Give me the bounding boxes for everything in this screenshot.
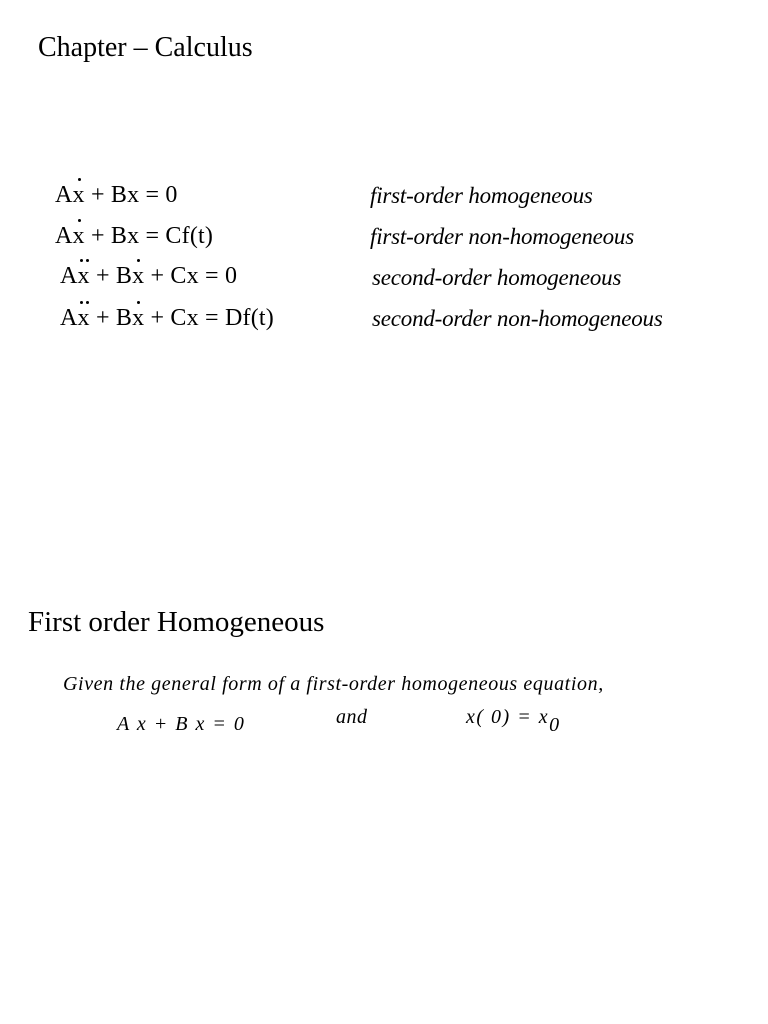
equation-middle: + B bbox=[89, 305, 133, 331]
x-dot-symbol: x bbox=[132, 263, 145, 289]
initial-condition-text: x( 0) = x bbox=[466, 706, 550, 728]
equation-middle: + B bbox=[89, 263, 133, 289]
equation-remainder: + Bx = 0 bbox=[84, 182, 178, 208]
general-form-equation: A x + B x = 0 bbox=[117, 713, 246, 735]
connector-text: and bbox=[336, 706, 368, 728]
intro-text: Given the general form of a first-order homogeneous equation, bbox=[63, 673, 604, 695]
equation-description: first-order homogeneous bbox=[370, 183, 593, 208]
equation-remainder: + Cx = Df(t) bbox=[144, 305, 274, 331]
equation-coefficient: A bbox=[55, 223, 73, 249]
x-dot-symbol: x bbox=[72, 182, 85, 208]
initial-condition bbox=[466, 704, 561, 736]
equation-coefficient: A bbox=[55, 182, 73, 208]
equation-first-order-non-homogeneous bbox=[55, 222, 213, 250]
x-dot-symbol: x bbox=[72, 223, 85, 249]
x-double-dot-symbol: x bbox=[77, 305, 90, 331]
x-dot-symbol: x bbox=[132, 305, 145, 331]
equation-second-order-non-homogeneous bbox=[60, 304, 274, 332]
equation-description: second-order homogeneous bbox=[372, 265, 622, 290]
equation-coefficient: A bbox=[60, 263, 78, 289]
equation-description: first-order non-homogeneous bbox=[370, 224, 634, 249]
equation-first-order-homogeneous bbox=[55, 181, 178, 209]
chapter-title: Chapter – Calculus bbox=[38, 32, 253, 63]
equation-second-order-homogeneous bbox=[60, 262, 237, 290]
equation-coefficient: A bbox=[60, 305, 78, 331]
section-title: First order Homogeneous bbox=[28, 606, 325, 638]
equation-remainder: + Cx = 0 bbox=[144, 263, 238, 289]
initial-condition-subscript: 0 bbox=[549, 714, 561, 736]
equation-remainder: + Bx = Cf(t) bbox=[84, 223, 214, 249]
equation-description: second-order non-homogeneous bbox=[372, 306, 663, 331]
x-double-dot-symbol: x bbox=[77, 263, 90, 289]
